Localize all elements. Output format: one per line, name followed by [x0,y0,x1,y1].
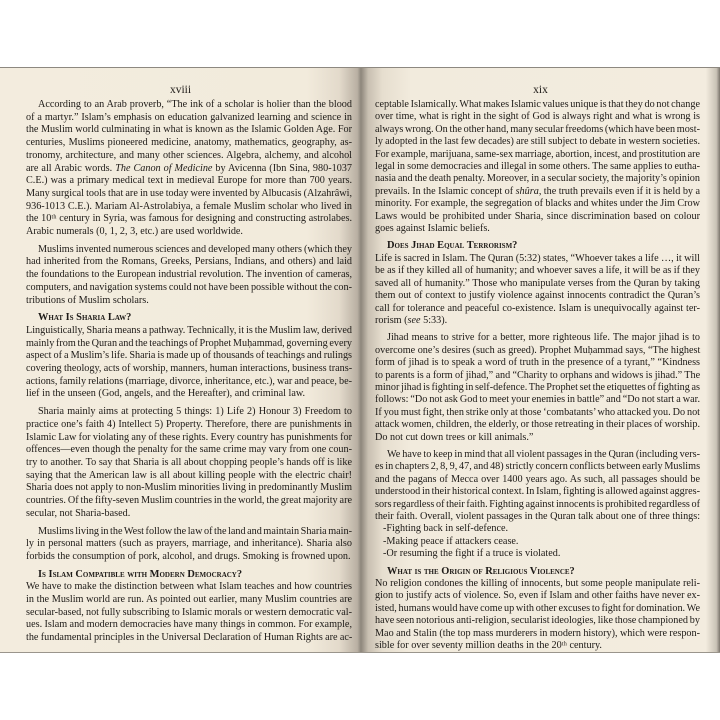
text-line: form of jihad is to speak a word of truth in the presence of a tyrant,” “Kindness [375,357,700,369]
text-line: and the pagans of Mecca over 1400 years ago. As such, all passages should be [375,473,700,485]
text-line: tronomy, architecture, and many other sciences. Algebra, alchemy, and alcohol [26,149,352,161]
paragraph [375,99,700,235]
text-line: Islamic Law for violating any of these rights. Every country has punishments for [26,431,353,443]
text-line: to parents is a form of jihad,” and “Charity to orphans and widows is jihad.” The [375,369,701,381]
text-line: saved all of humanity.” Those who manipulate verses from the Quran by taking [375,277,700,289]
text-line: the Muslim world culminating in what is known as the Islamic Golden Age. For [26,124,352,136]
text-line: of a martyr.” Islam’s emphasis on education galvanized learning and science in [26,111,352,123]
text-line: For example, marijuana, same-sex marriage, abortion, incest, and prostitution are [375,148,700,160]
text-line: Laws would be prohibited under Sharia, since discrimination based on colour [375,210,700,222]
text-line: follows: “Do not ask God to meet your enemies in battle” and “Do not start a war. [375,394,700,406]
text-line: computers, and navigation systems could not have been possible without the con- [26,281,352,293]
italic-text: see [407,314,421,326]
text-line: the 10ᵗʰ century in Syria, was famous for designing and constructing astrolabes. [26,213,352,225]
italic-text: shûra [515,185,539,197]
text-line: them out of context to justify violence against innocents contradict the Quran’s [375,290,700,302]
text-line: had inherited from the Romans, Greeks, Persians, Indians, and others) and laid [26,256,352,268]
text-line: the fundamental principles in the Universal Declaration of Human Rights are ac- [26,632,353,644]
text-line: tributions of Muslim scholars. [26,294,149,306]
text-line: es in chapters 2, 8, 9, 47, and 48) strictly concern conflicts between early Muslims [375,461,701,473]
text-line: sors regardless of their faith. Fighting against innocents is prohibited regardless of [375,498,700,510]
text-line: Many surgical tools that are in use today were invented by Albucasis (Alzahrâwi, [26,187,352,199]
open-book [0,67,720,653]
text-line: countries. Of the fifty-seven Muslim countries in the world, the great majority are [26,495,352,507]
text-line: secular, not Sharia-based. [26,507,131,519]
text-line: Sharia mainly aims at protecting 5 things: 1) Life 2) Honour 3) Freedom to [38,406,352,418]
text-line: We have to make the distinction between what Islam teaches and how countries [26,581,352,593]
section-heading: What is the Origin of Religious Violence? [387,565,575,577]
text-line: mainly from the Quran and the teachings of Prophet Muḥammad, governing every [26,337,352,349]
text-line: rorism (see 5:33). [375,314,448,326]
text-line: Arabic numerals (0, 1, 2, 3, etc.) are used worldwide. [26,226,243,238]
text-line: isted, humans would have come up with other excuses to fight for domination. We [375,602,700,614]
text-line: actions, family relations (marriage, divorce, inheritance, etc.), war and peace, be- [26,375,352,387]
text-line: ceptable Islamically. What makes Islamic values unique is that they do not change [375,99,700,110]
right-page [361,68,720,652]
text-line: legal in some democracies and illegal in some others. The same applies to eutha- [375,161,700,173]
list-item: -Or resuming the fight if a truce is violated. [383,548,561,560]
text-line: Jihad means to strive for a better, more righteous life. The major jihad is to [387,332,700,344]
left-page-text [26,99,352,645]
text-line: over time, what is right in the sight of God is always right and what is wrong is [375,111,700,123]
text-line: Linguistically, Sharia means a pathway. Technically, it is the Muslim law, derived [26,324,352,336]
section-heading: What Is Sharia Law? [38,312,132,324]
text-line: lief in the unseen (God, angels, and the Hereafter), and criminal law. [26,388,306,400]
text-line: gion to justify acts of violence. So, even if Islam and other faiths have never ex- [375,590,700,602]
text-line: the foundations to the European industrial revolution. The invention of cameras, [26,269,352,281]
text-line: prevails. In the Islamic concept of shûra, the truth prevails even if it is held by a [375,185,700,197]
text-line: If you must fight, then strike only at those ‘combatants’ who attacked you. Do not [375,406,700,418]
text-line: Muslims living in the West follow the law of the land and maintain Sharia main- [38,525,352,537]
section-heading: Does Jihad Equal Terrorism? [387,240,518,252]
text-line: Life is sacred in Islam. The Quran (5:32) states, “Whoever takes a life …, it will [375,252,700,264]
text-line: According to an Arab proverb, “The ink of a scholar is holier than the blood [38,99,352,110]
text-line: Mao and Stalin (the top mass murderers in modern history), which were respon- [375,627,700,639]
text-line: ues. Islam and modern democracies have many things in common. For example, [26,619,352,631]
text-line: always wrong. On the other hand, many secular freedoms (which have been most- [375,123,700,135]
text-line: C.E.) was a primary medical text in medieval Europe for more than 700 years. [26,175,352,187]
text-line: nasia and the death penalty. Moreover, in a secular society, the majority’s opinion [375,173,700,185]
page-number: xviii [169,84,192,96]
text-line: are all Arabic words. The Canon of Medicine by Avicenna (Ibn Sina, 980-1037 [26,162,352,174]
paragraph [26,581,352,645]
italic-text: The Canon of Medicine [115,162,213,174]
paragraph [26,244,352,308]
right-page-text [375,99,700,652]
paragraph [375,332,700,444]
text-line: their faith. Overall, violent passages in the Quran talk about one of three things: [375,511,701,522]
text-line: practice one’s faith 4) Intellect 5) Property. Therefore, there are punishments in [26,418,352,430]
paragraph [26,526,352,564]
text-line: 936-1013 C.E.). Mariam Al-Astrolabiya, a female Muslim scholar who lived in [26,200,352,212]
text-line: covering theology, acts of worship, manners, human interactions, business trans- [26,363,353,375]
text-line: sible for over seventy million deaths in the 20ᵗʰ century. [375,640,602,652]
text-line: secular-based, not fully subscribing to Islamic morals or western democratic val- [26,606,352,618]
paragraph [375,449,700,561]
text-line: centuries, Muslims pioneered medicine, anatomy, mathematics, geography, as- [26,137,352,149]
text-line: ly in personal matters (such as prayers, marriage, and inheritance). Sharia also [26,538,352,550]
text-line: have seen notorious anti-religion, secularist ideologies, like those championed by [375,615,700,627]
text-line: attack women, children, the elderly, or those retreating in their places of worship. [375,419,700,431]
paragraph [26,325,352,401]
page-number: xix [533,84,548,96]
section-heading: Is Islam Compatible with Modern Democracy? [38,568,243,580]
text-line: forbids the consumption of pork, alcohol, and drugs. Smoking is frowned upon. [26,550,351,562]
text-line: No religion condones the killing of innocents, but some people manipulate reli- [375,578,700,590]
text-line: overcome one’s desires (such as greed). Prophet Muḥammad says, “The highest [375,344,701,356]
text-line: minority. For example, the segregation of blacks and whites under the Jim Crow [375,198,700,210]
text-line: Muslims invented numerous sciences and developed many others (which they [38,243,352,255]
text-line: understood in their historical context. In Islam, fighting is allowed against aggres- [375,486,700,498]
text-line: in the Muslim world are run. As pointed out earlier, many Muslim countries are [26,594,352,606]
paragraph [26,406,352,520]
text-line: offences—even though the penalty for the same crime may vary from one coun- [26,444,352,456]
text-line: goes against Islamic beliefs. [375,223,490,235]
left-page [0,68,361,652]
paragraph [375,578,700,652]
text-line: ly adopted in the last few decades) are still subject to debate in western societies. [375,136,700,148]
paragraph [26,99,352,239]
text-line: We have to keep in mind that all violent passages in the Quran (including vers- [387,448,700,460]
text-line: Do not cut down trees or kill animals.” [375,431,534,443]
text-line: aspect of a Muslim’s life. Sharia is made up of thousands of teachings and rulings [26,350,353,362]
paragraph [375,253,700,327]
text-line: minor jihad is fighting in self-defence. The Prophet set the etiquettes of fighting as [375,381,700,393]
text-line: be as if they killed all of humanity; and whoever saves a life, it will be as if they [375,265,700,277]
text-line: Sharia does not apply to non-Muslim minorities living in predominantly Muslim [26,482,352,494]
list-item: -Fighting back in self-defence. [383,523,509,535]
list-item: -Making peace if attackers cease. [383,535,519,547]
text-line: try to another. To say that Sharia is all about chopping people’s hands off is like [26,456,352,468]
text-line: call for tolerance and peaceful co-existence. Islam is unequivocally against ter- [375,302,700,314]
text-line: saying that the American law is all about killing people with the electric chair! [26,469,352,481]
